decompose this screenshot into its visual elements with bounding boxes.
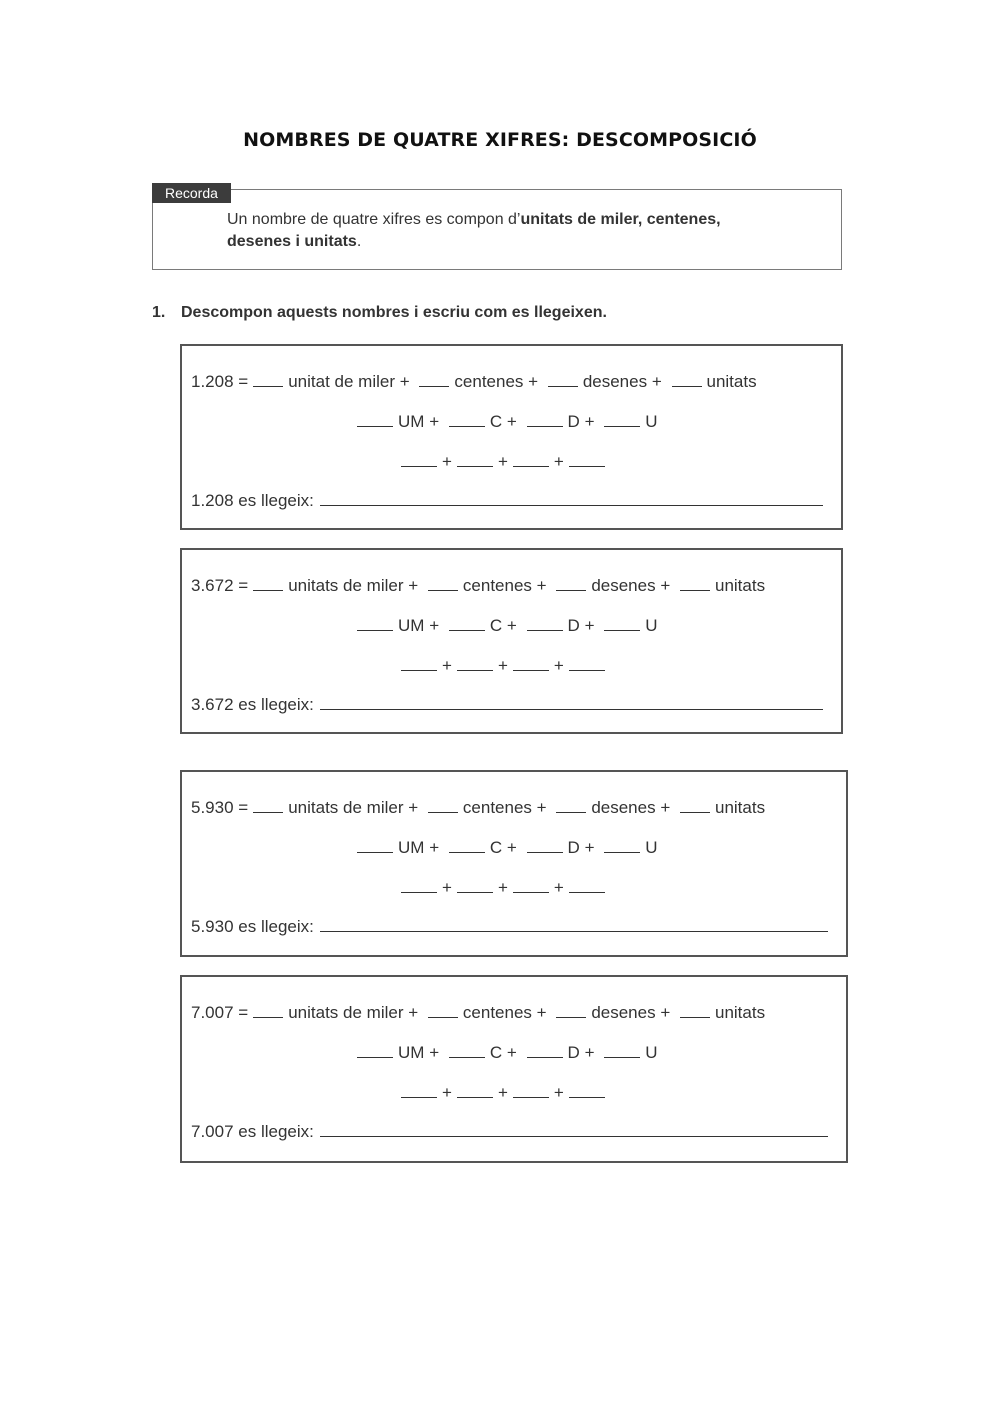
plus-sign: + (553, 1083, 564, 1102)
plus-sign: + (442, 1083, 452, 1102)
plus-sign: + (442, 452, 452, 471)
abbreviation-label: C (489, 412, 503, 431)
answer-blank[interactable] (449, 1043, 485, 1058)
answer-blank[interactable] (428, 576, 458, 591)
abbreviation-label: U (645, 838, 658, 857)
plus-sign: + (584, 838, 595, 857)
recorda-text-prefix: Un nombre de quatre xifres es compon d’ (227, 211, 521, 228)
reading-row (191, 695, 823, 715)
abbreviation-label: D (567, 616, 580, 635)
answer-blank[interactable] (556, 798, 586, 813)
answer-blank[interactable] (449, 412, 485, 427)
plus-sign: + (584, 1043, 595, 1062)
equals-sign: = (238, 576, 249, 595)
equals-sign: = (238, 372, 249, 391)
abbreviation-label: U (645, 1043, 658, 1062)
reading-answer-line[interactable] (320, 917, 828, 932)
exercise-box (180, 548, 843, 734)
unit-label: desenes (591, 798, 656, 817)
plus-sign: + (497, 1083, 508, 1102)
plus-sign: + (429, 616, 440, 635)
instruction (152, 304, 607, 322)
abbreviation-label: U (645, 412, 658, 431)
answer-blank[interactable] (253, 372, 283, 387)
answer-blank[interactable] (357, 838, 393, 853)
answer-blank[interactable] (449, 838, 485, 853)
answer-blank[interactable] (527, 1043, 563, 1058)
abbreviation-row (352, 412, 658, 432)
exercise-number: 7.007 (191, 1003, 234, 1022)
sum-row (396, 656, 610, 676)
answer-blank[interactable] (428, 798, 458, 813)
answer-blank[interactable] (401, 452, 437, 467)
unit-label: centenes (462, 1003, 532, 1022)
plus-sign: + (528, 372, 539, 391)
abbreviation-label: D (567, 838, 580, 857)
plus-sign: + (429, 1043, 440, 1062)
answer-blank[interactable] (527, 838, 563, 853)
answer-blank[interactable] (604, 616, 640, 631)
reading-row (191, 917, 828, 937)
answer-blank[interactable] (527, 616, 563, 631)
answer-blank[interactable] (513, 452, 549, 467)
unit-label: unitats de miler (288, 576, 404, 595)
answer-blank[interactable] (527, 412, 563, 427)
abbreviation-row (352, 616, 658, 636)
abbreviation-row (352, 838, 658, 858)
plus-sign: + (553, 878, 564, 897)
plus-sign: + (408, 1003, 419, 1022)
exercise-number: 1.208 (191, 372, 234, 391)
answer-blank[interactable] (680, 798, 710, 813)
answer-blank[interactable] (604, 838, 640, 853)
abbreviation-label: D (567, 1043, 580, 1062)
unit-label: unitats (715, 798, 766, 817)
plus-sign: + (553, 656, 564, 675)
answer-blank[interactable] (569, 1083, 605, 1098)
sum-row (396, 1083, 610, 1103)
decomposition-row (191, 372, 757, 392)
answer-blank[interactable] (680, 576, 710, 591)
recorda-text-bold1: unitats de miler, centenes, (520, 211, 721, 228)
reading-answer-line[interactable] (320, 695, 823, 710)
plus-sign: + (660, 1003, 671, 1022)
reading-row (191, 1122, 828, 1142)
answer-blank[interactable] (253, 798, 283, 813)
equals-sign: = (238, 1003, 249, 1022)
plus-sign: + (506, 1043, 517, 1062)
answer-blank[interactable] (556, 576, 586, 591)
unit-label: unitats (706, 372, 757, 391)
plus-sign: + (660, 576, 671, 595)
plus-sign: + (408, 798, 419, 817)
recorda-text (227, 209, 827, 253)
plus-sign: + (651, 372, 662, 391)
answer-blank[interactable] (548, 372, 578, 387)
unit-label: desenes (591, 576, 656, 595)
unit-label: unitats de miler (288, 1003, 404, 1022)
answer-blank[interactable] (401, 878, 437, 893)
abbreviation-row (352, 1043, 658, 1063)
exercise-box (180, 770, 848, 957)
answer-blank[interactable] (513, 656, 549, 671)
decomposition-row (191, 798, 765, 818)
answer-blank[interactable] (428, 1003, 458, 1018)
reading-answer-line[interactable] (320, 491, 823, 506)
answer-blank[interactable] (569, 878, 605, 893)
plus-sign: + (536, 576, 547, 595)
instruction-text: Descompon aquests nombres i escriu com es llegeixen. (181, 304, 607, 321)
plus-sign: + (497, 656, 508, 675)
sum-row (396, 452, 610, 472)
answer-blank[interactable] (401, 1083, 437, 1098)
plus-sign: + (506, 838, 517, 857)
plus-sign: + (506, 616, 517, 635)
plus-sign: + (497, 452, 508, 471)
answer-blank[interactable] (253, 576, 283, 591)
plus-sign: + (442, 656, 452, 675)
abbreviation-label: C (489, 616, 503, 635)
answer-blank[interactable] (457, 656, 493, 671)
reading-answer-line[interactable] (320, 1122, 828, 1137)
answer-blank[interactable] (457, 1083, 493, 1098)
unit-label: centenes (462, 798, 532, 817)
abbreviation-label: UM (398, 838, 425, 857)
recorda-text-suffix: . (356, 233, 362, 250)
answer-blank[interactable] (569, 452, 605, 467)
answer-blank[interactable] (680, 1003, 710, 1018)
plus-sign: + (497, 878, 508, 897)
exercise-number: 3.672 (191, 576, 234, 595)
decomposition-row (191, 1003, 765, 1023)
plus-sign: + (660, 798, 671, 817)
exercise-box (180, 344, 843, 530)
plus-sign: + (536, 798, 547, 817)
abbreviation-label: UM (398, 616, 425, 635)
answer-blank[interactable] (604, 1043, 640, 1058)
abbreviation-label: U (645, 616, 658, 635)
reading-label: 3.672 es llegeix: (191, 695, 314, 714)
plus-sign: + (429, 838, 440, 857)
answer-blank[interactable] (457, 878, 493, 893)
answer-blank[interactable] (513, 1083, 549, 1098)
abbreviation-label: UM (398, 1043, 425, 1062)
unit-label: centenes (462, 576, 532, 595)
equals-sign: = (238, 798, 249, 817)
recorda-text-bold2: desenes i unitats (227, 233, 357, 250)
answer-blank[interactable] (604, 412, 640, 427)
sum-row (396, 878, 610, 898)
reading-label: 5.930 es llegeix: (191, 917, 314, 936)
exercise-box (180, 975, 848, 1163)
answer-blank[interactable] (672, 372, 702, 387)
plus-sign: + (399, 372, 410, 391)
plus-sign: + (408, 576, 419, 595)
answer-blank[interactable] (357, 412, 393, 427)
unit-label: unitats de miler (288, 798, 404, 817)
reading-label: 1.208 es llegeix: (191, 491, 314, 510)
answer-blank[interactable] (449, 616, 485, 631)
reading-row (191, 491, 823, 511)
unit-label: unitats (715, 576, 766, 595)
decomposition-row (191, 576, 765, 596)
unit-label: unitats (715, 1003, 766, 1022)
answer-blank[interactable] (513, 878, 549, 893)
abbreviation-label: C (489, 838, 503, 857)
answer-blank[interactable] (457, 452, 493, 467)
answer-blank[interactable] (253, 1003, 283, 1018)
unit-label: desenes (582, 372, 648, 391)
plus-sign: + (584, 616, 595, 635)
recorda-label: Recorda (152, 183, 231, 203)
abbreviation-label: C (489, 1043, 503, 1062)
unit-label: unitat de miler (288, 372, 395, 391)
plus-sign: + (536, 1003, 547, 1022)
answer-blank[interactable] (556, 1003, 586, 1018)
plus-sign: + (429, 412, 440, 431)
answer-blank[interactable] (357, 1043, 393, 1058)
plus-sign: + (553, 452, 564, 471)
page-title: NOMBRES DE QUATRE XIFRES: DESCOMPOSICIÓ (243, 129, 757, 151)
unit-label: centenes (454, 372, 524, 391)
plus-sign: + (506, 412, 517, 431)
answer-blank[interactable] (419, 372, 449, 387)
reading-label: 7.007 es llegeix: (191, 1122, 314, 1141)
answer-blank[interactable] (357, 616, 393, 631)
unit-label: desenes (591, 1003, 656, 1022)
answer-blank[interactable] (401, 656, 437, 671)
exercise-number: 5.930 (191, 798, 234, 817)
abbreviation-label: D (567, 412, 580, 431)
plus-sign: + (584, 412, 595, 431)
abbreviation-label: UM (398, 412, 425, 431)
plus-sign: + (442, 878, 452, 897)
answer-blank[interactable] (569, 656, 605, 671)
instruction-number: 1. (152, 304, 166, 321)
